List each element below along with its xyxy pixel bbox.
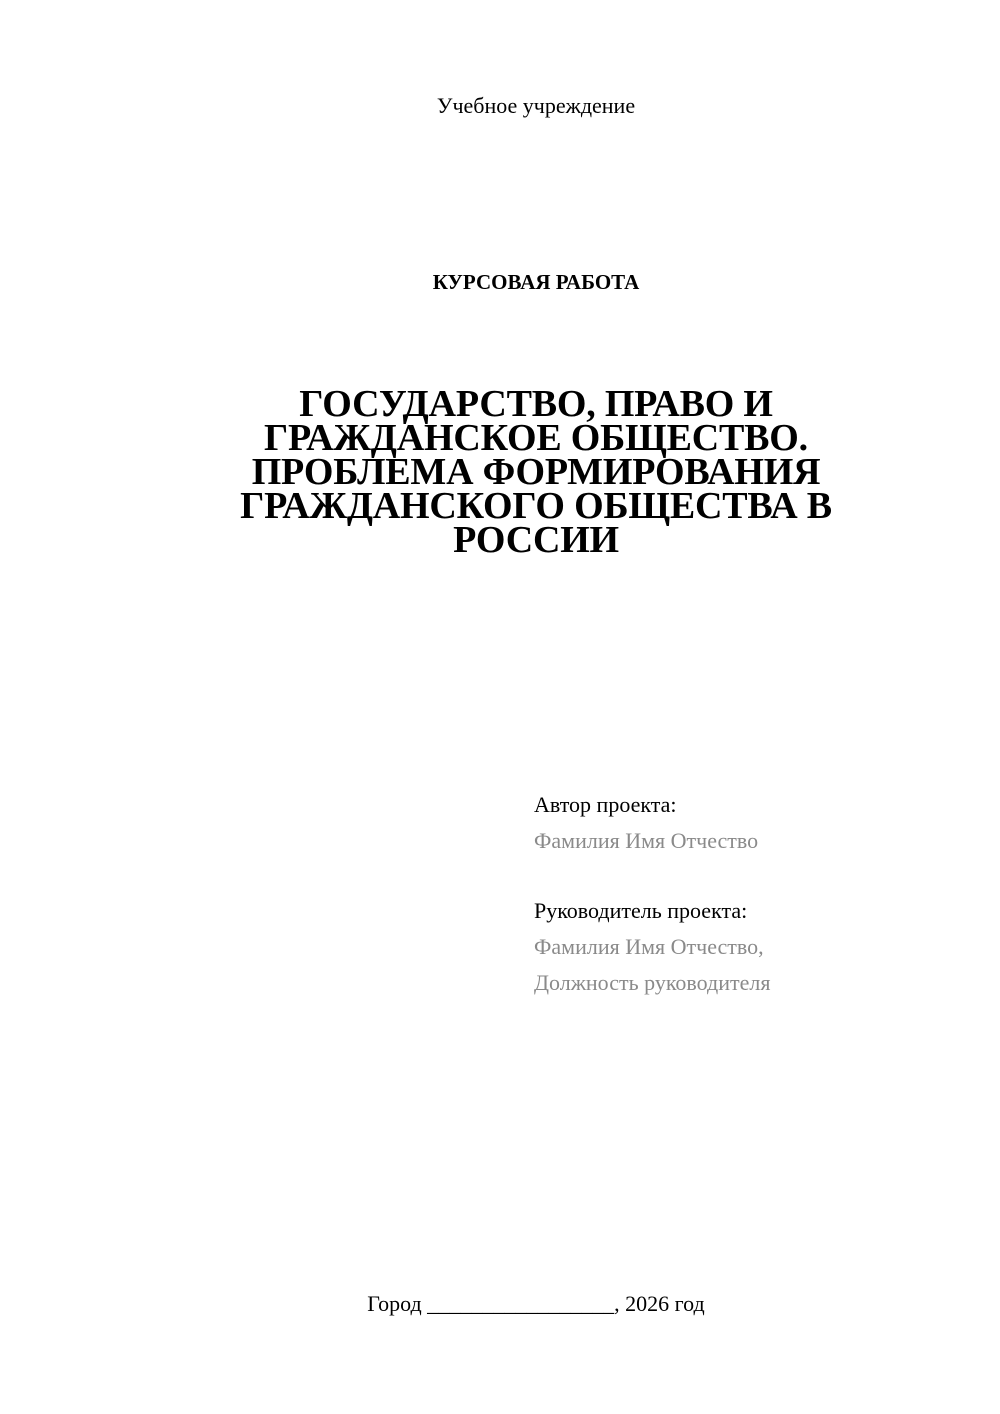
- document-title: [200, 383, 872, 561]
- supervisor-position-placeholder: Должность руководителя: [534, 970, 771, 995]
- author-name-placeholder: Фамилия Имя Отчество: [534, 828, 759, 853]
- supervisor-name-placeholder: Фамилия Имя Отчество,: [534, 934, 764, 959]
- title-line: ГРАЖДАНСКОГО ОБЩЕСТВА В: [240, 485, 832, 527]
- work-type-heading: КУРСОВАЯ РАБОТА: [432, 270, 640, 294]
- author-label: Автор проекта:: [534, 792, 677, 817]
- title-line: РОССИИ: [453, 519, 619, 561]
- institution-name: Учебное учреждение: [436, 93, 636, 118]
- title-line: ГОСУДАРСТВО, ПРАВО И: [299, 383, 773, 425]
- city-year-line: Город _________________, 2026 год: [367, 1291, 705, 1316]
- title-line: ГРАЖДАНСКОЕ ОБЩЕСТВО.: [264, 417, 808, 459]
- spacer: [534, 859, 974, 893]
- title-line: ПРОБЛЕМА ФОРМИРОВАНИЯ: [251, 451, 821, 493]
- project-people-block: [534, 787, 974, 1001]
- supervisor-label: Руководитель проекта:: [534, 898, 748, 923]
